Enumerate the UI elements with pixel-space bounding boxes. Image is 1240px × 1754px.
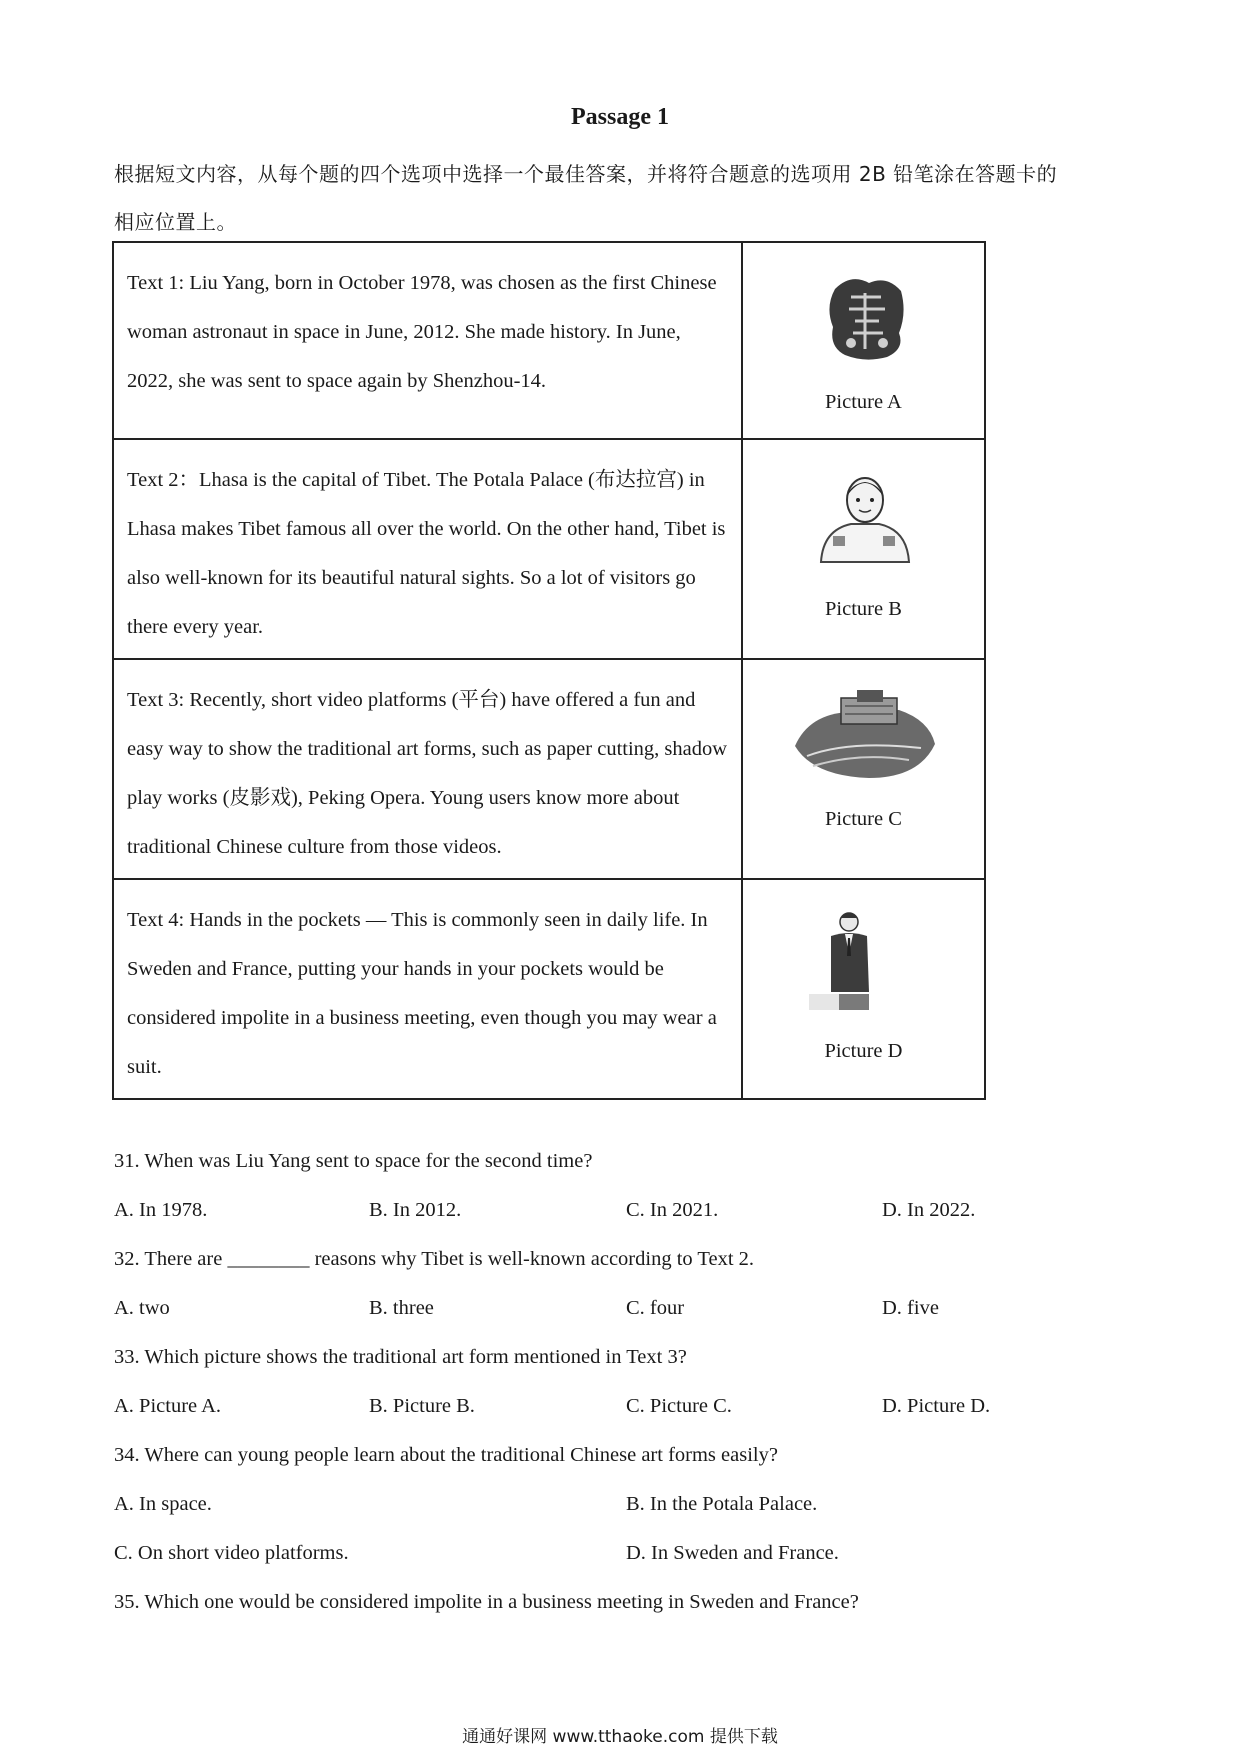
q31-option-d[interactable]: D. In 2022. (882, 1199, 976, 1221)
potala-palace-icon (789, 686, 939, 782)
table-row (113, 879, 985, 1099)
astronaut-portrait-icon (813, 470, 917, 566)
q34-option-a[interactable]: A. In space. (114, 1493, 212, 1515)
man-in-suit-icon (809, 910, 879, 1010)
text-2-cell: Text 2：Lhasa is the capital of Tibet. The Potala Palace (布达拉宫) in Lhasa makes Tibet famous all over the world. On the other hand, Tibet is also well-known for its beautiful natural sights. So a lot of visitors go there every year. (113, 439, 742, 659)
picture-a-cell (742, 242, 985, 439)
picture-a-label: Picture A (825, 391, 902, 413)
text-3-cell: Text 3: Recently, short video platforms (平台) have offered a fun and easy way to show the traditional art forms, such as paper cutting, shadow play works (皮影戏), Peking Opera. Young users know more about traditional Chinese culture from those videos. (113, 659, 742, 879)
picture-b-cell (742, 439, 985, 659)
table-row (113, 659, 985, 879)
text-1-cell: Text 1: Liu Yang, born in October 1978, was chosen as the first Chinese woman astronaut in space in June, 2012. She made history. In June, 2022, she was sent to space again by Shenzhou-14. (113, 242, 742, 439)
question-33-stem: 33. Which picture shows the traditional art form mentioned in Text 3? (114, 1346, 687, 1368)
q31-option-b[interactable]: B. In 2012. (369, 1199, 462, 1221)
picture-d-label: Picture D (824, 1040, 903, 1062)
instruction-line-2: 相应位置上。 (114, 210, 237, 234)
q34-option-c[interactable]: C. On short video platforms. (114, 1542, 349, 1564)
instruction-line-1: 根据短文内容，从每个题的四个选项中选择一个最佳答案，并将符合题意的选项用 2B 铅笔涂在答题卡的 (114, 162, 1058, 186)
table-row (113, 439, 985, 659)
q33-option-a[interactable]: A. Picture A. (114, 1395, 222, 1417)
table-row (113, 242, 985, 439)
q32-option-b[interactable]: B. three (369, 1297, 434, 1319)
q31-option-c[interactable]: C. In 2021. (626, 1199, 719, 1221)
picture-d-cell (742, 879, 985, 1099)
picture-b-label: Picture B (825, 598, 902, 620)
picture-c-label: Picture C (825, 808, 902, 830)
question-32-stem: 32. There are ________ reasons why Tibet is well-known according to Text 2. (114, 1248, 755, 1270)
text-4-cell: Text 4: Hands in the pockets — This is commonly seen in daily life. In Sweden and France, putting your hands in your pockets would be considered impolite in a business meeting, even though you may wear a suit. (113, 879, 742, 1099)
q33-option-d[interactable]: D. Picture D. (882, 1395, 991, 1417)
q33-option-b[interactable]: B. Picture B. (369, 1395, 475, 1417)
q34-option-d[interactable]: D. In Sweden and France. (626, 1542, 839, 1564)
q32-option-a[interactable]: A. two (114, 1297, 170, 1319)
q32-option-d[interactable]: D. five (882, 1297, 939, 1319)
page-footer[interactable]: 通通好课网 www.tthaoke.com 提供下载 (462, 1727, 778, 1747)
q33-option-c[interactable]: C. Picture C. (626, 1395, 732, 1417)
passage-title: Passage 1 (571, 104, 669, 130)
question-34-stem: 34. Where can young people learn about the traditional Chinese art forms easily? (114, 1444, 778, 1466)
q32-option-c[interactable]: C. four (626, 1297, 685, 1319)
q34-option-b[interactable]: B. In the Potala Palace. (626, 1493, 818, 1515)
question-35-stem: 35. Which one would be considered impolite in a business meeting in Sweden and France? (114, 1591, 859, 1613)
fu-character-paper-cut-icon (821, 269, 911, 365)
passage-table (112, 241, 986, 1100)
q31-option-a[interactable]: A. In 1978. (114, 1199, 208, 1221)
picture-c-cell (742, 659, 985, 879)
question-31-stem: 31. When was Liu Yang sent to space for the second time? (114, 1150, 593, 1172)
